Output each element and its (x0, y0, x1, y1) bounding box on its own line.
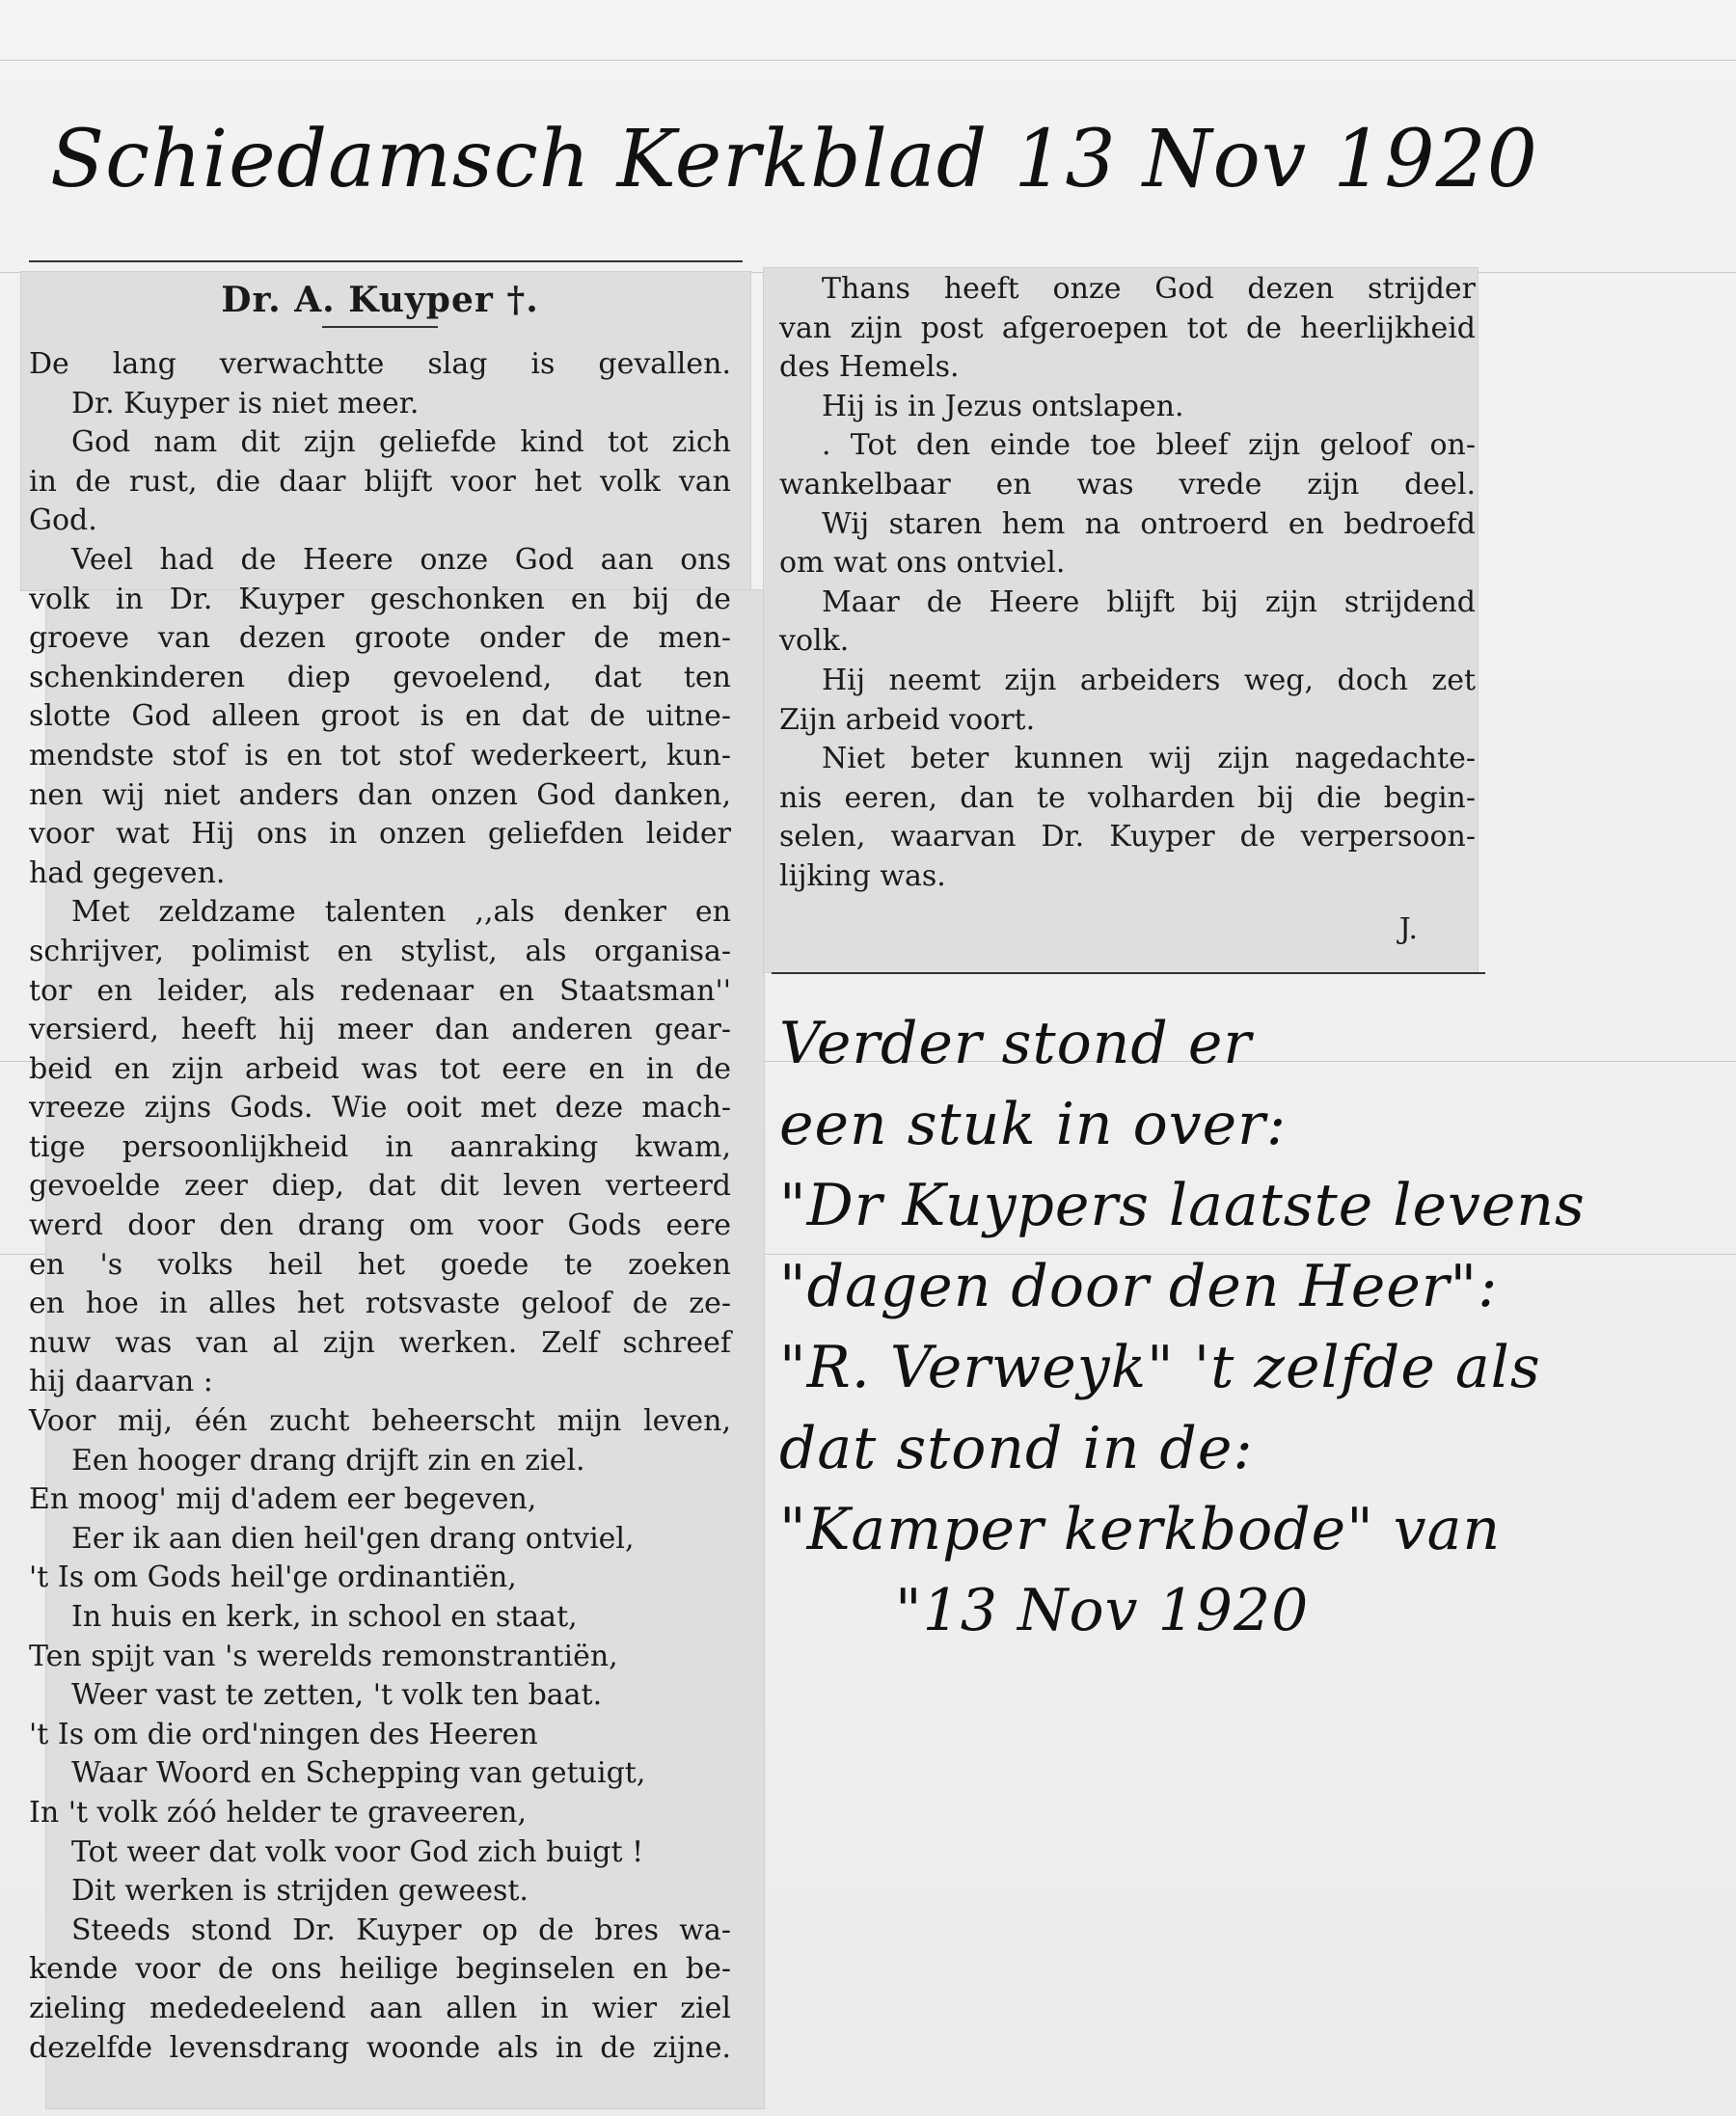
text-line: versierd, heeft hij meer dan anderen gear- (29, 1013, 731, 1047)
text-line: Maar de Heere blijft bij zijn strijdend (822, 584, 1476, 619)
text-line: zieling mededeelend aan allen in wier ziel (29, 1991, 731, 2025)
text-line: nuw was van al zijn werken. Zelf schreef (29, 1325, 731, 1360)
text-line: volk in Dr. Kuyper geschonken en bij de (29, 582, 731, 616)
text-line: in de rust, die daar blijft voor het volk van (29, 464, 731, 499)
text-line: Dit werken is strijden geweest. (71, 1874, 529, 1909)
text-line: . Tot den einde toe bleef zijn geloof on- (822, 428, 1476, 463)
text-line: Zijn arbeid voort. (779, 702, 1036, 737)
text-line: Ten spijt van 's werelds remonstrantiën, (29, 1639, 618, 1673)
text-line: had gegeven. (29, 855, 226, 890)
heading-rule (322, 326, 438, 328)
text-line: wankelbaar en was vrede zijn deel. (779, 467, 1476, 502)
text-line: Dr. Kuyper is niet meer. (71, 386, 420, 420)
text-line: werd door den drang om voor Gods eere (29, 1208, 731, 1243)
article-signature: J. (1398, 911, 1418, 946)
text-line: schenkinderen diep gevoelend, dat ten (29, 660, 731, 694)
text-line: God nam dit zijn geliefde kind tot zich (71, 425, 731, 460)
handwritten-note-line: Verder stond er (779, 1010, 1253, 1077)
text-line: Steeds stond Dr. Kuyper op de bres wa- (71, 1913, 731, 1947)
text-line: Weer vast te zetten, 't volk ten baat. (71, 1678, 603, 1713)
text-line: nen wij niet anders dan onzen God danken, (29, 777, 731, 812)
text-line: vreeze zijns Gods. Wie ooit met deze mach- (29, 1091, 731, 1126)
text-line: God. (29, 503, 97, 538)
clipping-left-text (29, 280, 731, 2068)
text-line: schrijver, polimist en stylist, als organisa- (29, 934, 731, 968)
text-line: In huis en kerk, in school en staat, (71, 1600, 578, 1634)
text-line: Waar Woord en Schepping van getuigt, (71, 1756, 646, 1791)
text-line: Een hooger drang drijft zin en ziel. (71, 1443, 585, 1478)
article-body-right (779, 270, 1476, 897)
ruled-line (0, 60, 1736, 61)
text-line: Tot weer dat volk voor God zich buigt ! (71, 1834, 644, 1869)
handwritten-note-line: "Dr Kuypers laatste levens (779, 1172, 1586, 1239)
text-line: volk. (779, 624, 850, 659)
text-line: groeve van dezen groote onder de men- (29, 621, 731, 656)
handwritten-note-line: een stuk in over: (779, 1091, 1288, 1158)
text-line: nis eeren, dan te volharden bij die begin- (779, 780, 1476, 815)
divider (29, 260, 743, 262)
article-heading: Dr. A. Kuyper †. (221, 280, 539, 320)
handwritten-note-line: "R. Verweyk" 't zelfde als (779, 1334, 1541, 1401)
handwritten-note-line: dat stond in de: (779, 1415, 1254, 1482)
handwritten-note-line: "dagen door den Heer": (779, 1253, 1499, 1320)
text-line: Hij neemt zijn arbeiders weg, doch zet (822, 663, 1476, 697)
text-line: Thans heeft onze God dezen strijder (822, 272, 1476, 306)
text-line: slotte God alleen groot is en dat de uitne- (29, 699, 731, 734)
text-line: van zijn post afgeroepen tot de heerlijkheid (779, 311, 1476, 345)
text-line: mendste stof is en tot stof wederkeert, kun- (29, 738, 731, 773)
text-line: En moog' mij d'adem eer begeven, (29, 1482, 537, 1517)
handwritten-note-line: "Kamper kerkbode" van (779, 1496, 1502, 1563)
text-line: om wat ons ontviel. (779, 546, 1066, 581)
text-line: tor en leider, als redenaar en Staatsman'' (29, 973, 731, 1008)
text-line: Hij is in Jezus ontslapen. (822, 389, 1184, 423)
text-line: In 't volk zóó helder te graveeren, (29, 1795, 528, 1830)
text-line: hij daarvan : (29, 1365, 213, 1399)
text-line: en hoe in alles het rotsvaste geloof de ze- (29, 1287, 731, 1321)
text-line: des Hemels. (779, 350, 960, 385)
divider (772, 972, 1485, 974)
text-line: en 's volks heil het goede te zoeken (29, 1247, 731, 1282)
text-line: lijking was. (779, 858, 946, 893)
text-line: gevoelde zeer diep, dat dit leven verteerd (29, 1169, 731, 1204)
clipping-right-text (779, 270, 1476, 949)
text-line: Niet beter kunnen wij zijn nagedachte- (822, 742, 1476, 776)
handwritten-title: Schiedamsch Kerkblad 13 Nov 1920 (50, 114, 1538, 205)
text-line: Voor mij, één zucht beheerscht mijn leven, (29, 1404, 731, 1439)
text-line: dezelfde levensdrang woonde als in de zijne. (29, 2030, 731, 2065)
text-line: De lang verwachtte slag is gevallen. (29, 347, 731, 381)
text-line: Wij staren hem na ontroerd en bedroefd (822, 506, 1476, 541)
text-line: beid en zijn arbeid was tot eere en in de (29, 1051, 731, 1086)
text-line: tige persoonlijkheid in aanraking kwam, (29, 1129, 731, 1164)
text-line: kende voor de ons heilige beginselen en be- (29, 1952, 731, 1987)
handwritten-note (779, 1003, 1705, 1651)
text-line: 't Is om die ord'ningen des Heeren (29, 1717, 538, 1751)
text-line: Veel had de Heere onze God aan ons (71, 542, 731, 577)
text-line: selen, waarvan Dr. Kuyper de verpersoon- (779, 820, 1476, 855)
article-body-left (29, 345, 731, 2068)
handwritten-note-line: "13 Nov 1920 (895, 1577, 1310, 1644)
text-line: Met zeldzame talenten ,,als denker en (71, 895, 731, 930)
text-line: Eer ik aan dien heil'gen drang ontviel, (71, 1521, 635, 1556)
text-line: voor wat Hij ons in onzen geliefden leider (29, 817, 731, 852)
text-line: 't Is om Gods heil'ge ordinantiën, (29, 1560, 517, 1595)
